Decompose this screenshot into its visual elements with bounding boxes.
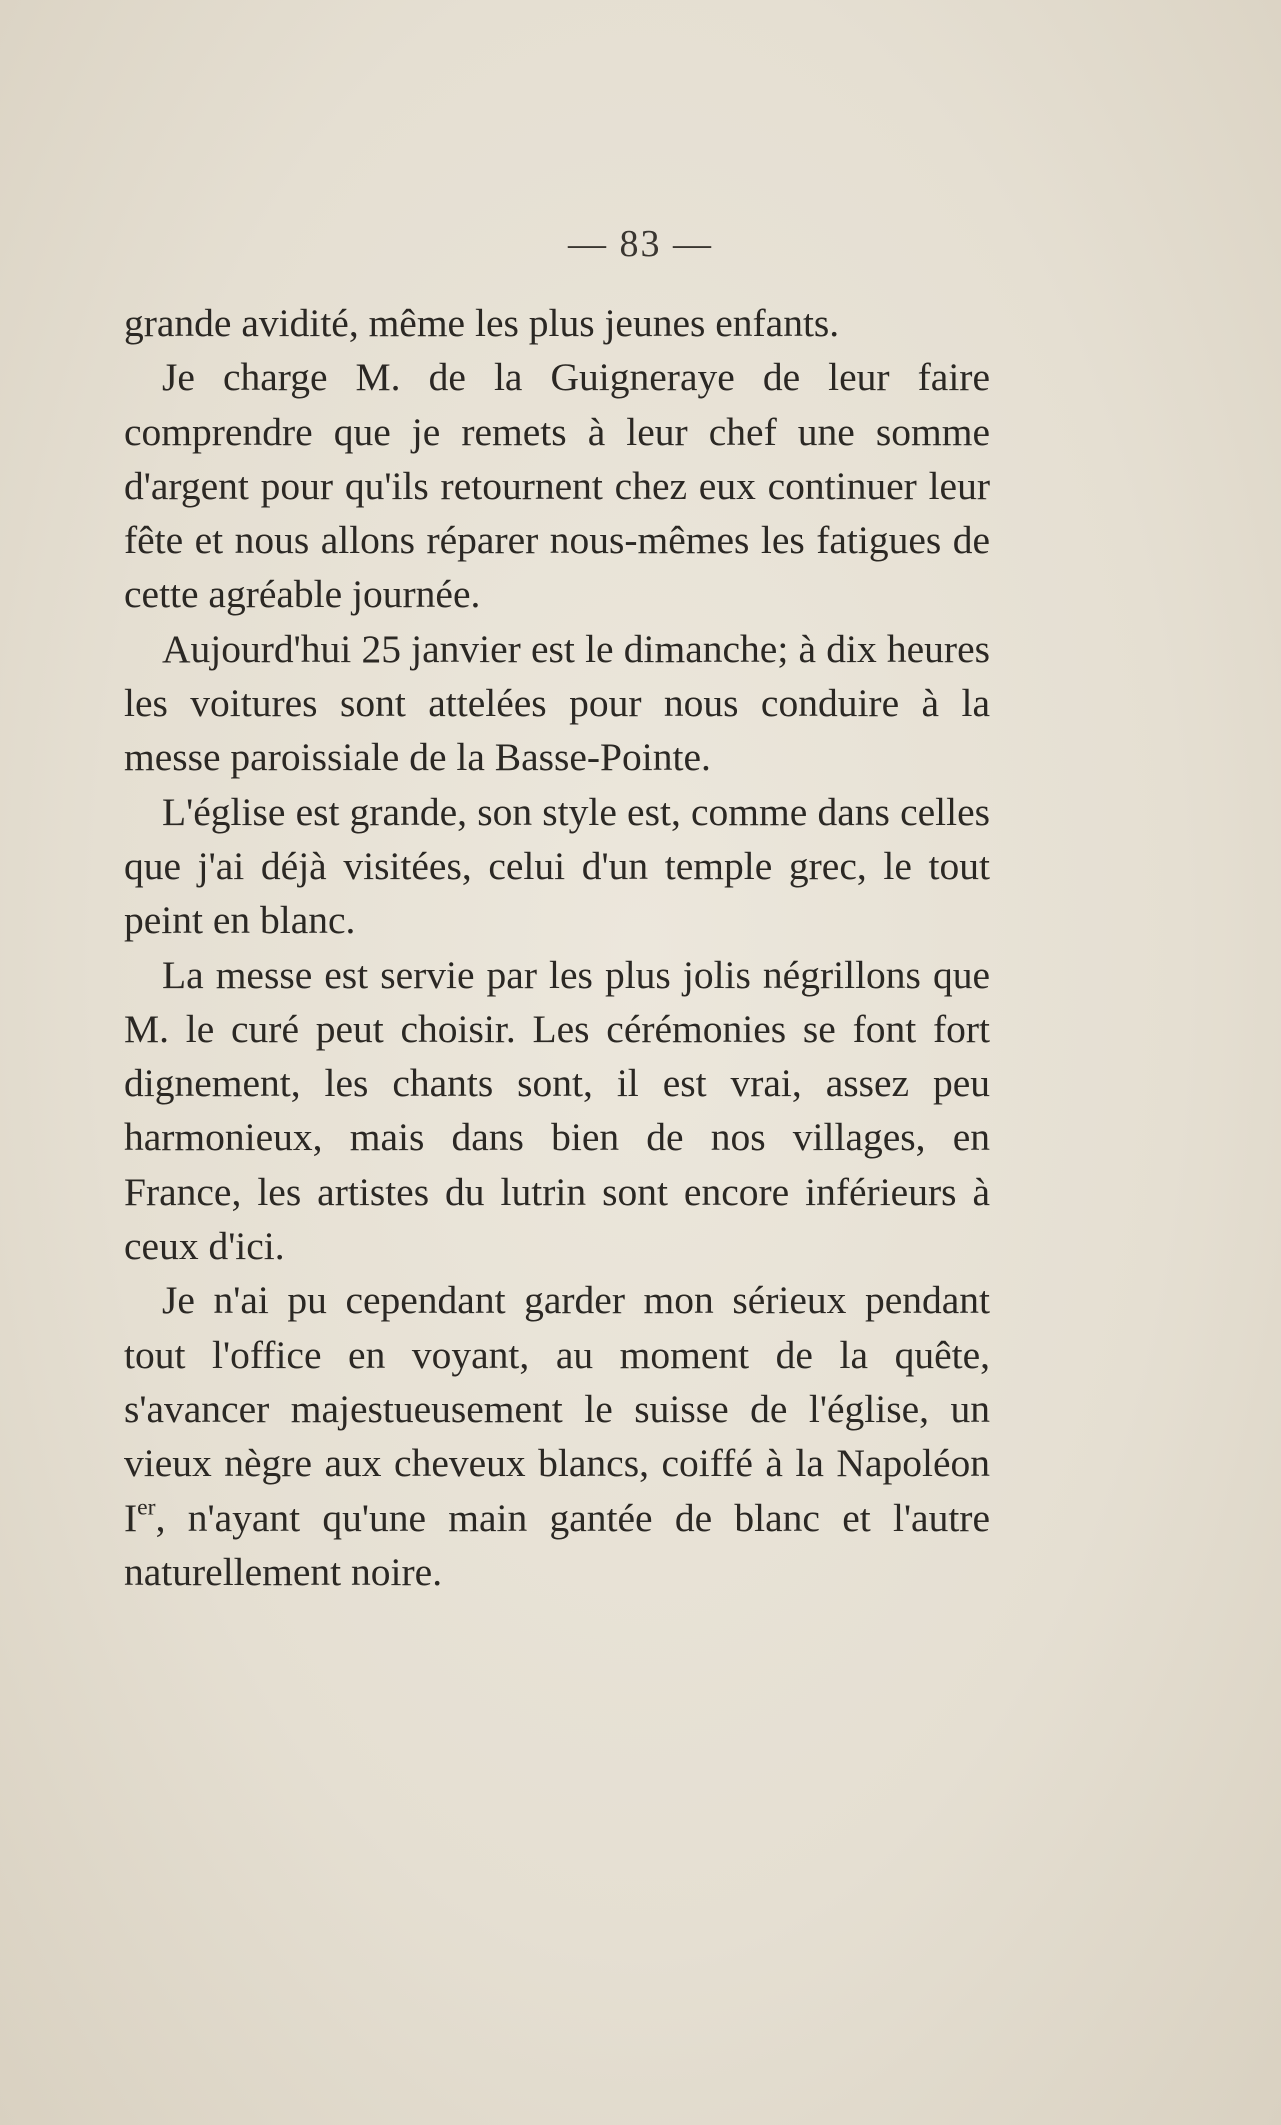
paragraph-3: Aujourd'hui 25 janvier est le dimanche; à dix heures les voitures sont attelées pour nous conduire à la messe paroissiale de la Basse-Pointe. (124, 626, 990, 780)
body-text (124, 296, 990, 1599)
paragraph-4: L'église est grande, son style est, comme dans celles que j'ai déjà visitées, celui d'un temple grec, le tout peint en blanc. (124, 789, 990, 943)
paragraph-2: Je charge M. de la Guigneraye de leur faire comprendre que je remets à leur chef une somme d'argent pour qu'ils retournent chez eux continuer leur fête et nous allons réparer nous-mêmes les fatigues de cette agréable journée. (124, 355, 990, 617)
paragraph-6 (124, 1273, 990, 1599)
page-number: — 83 — (568, 223, 713, 265)
paragraph-6-text-end: , n'ayant qu'une main gantée de blanc et l'autre naturellement noire. (124, 1495, 990, 1594)
ordinal-superscript: er (137, 1493, 156, 1520)
paragraph-5: La messe est servie par les plus jolis négrillons que M. le curé peut choisir. Les cérémonies se font fort dignement, les chants sont, il est vrai, assez peu harmonieux, mais dans bien de nos villages, en France, les artistes du lutrin sont encore inférieurs à ceux d'ici. (124, 952, 990, 1269)
paragraph-1: grande avidité, même les plus jeunes enfants. (124, 301, 840, 345)
paragraph-6-text-start: Je n'ai pu cependant garder mon sérieux pendant tout l'office en voyant, au moment de la quête, s'avancer majestueusement le suisse de l'église, un vieux nègre aux cheveux blancs, coiffé à la Napoléon I (124, 1278, 990, 1540)
